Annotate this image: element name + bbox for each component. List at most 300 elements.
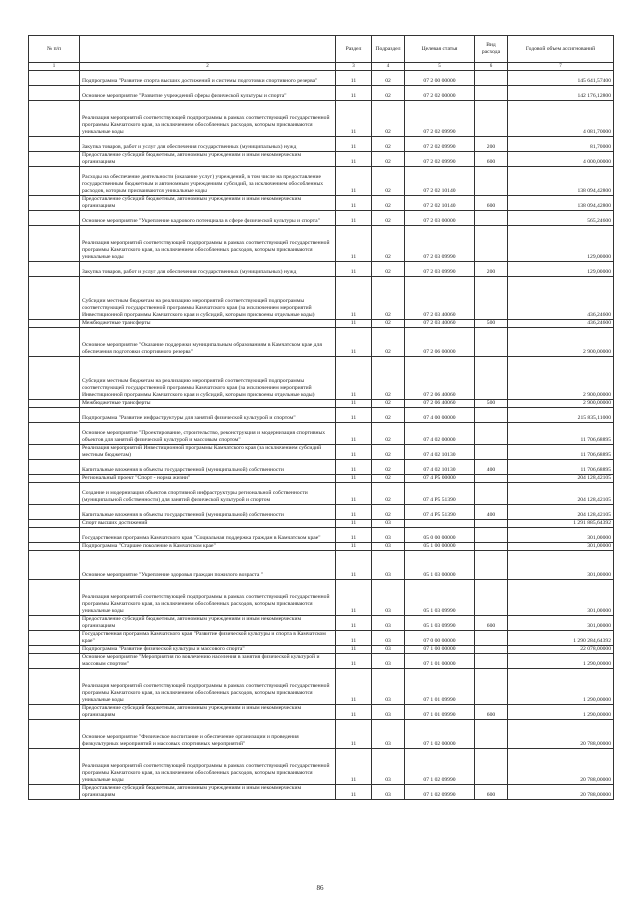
row-amount-cell: 301,00000: [508, 528, 614, 543]
row-name-cell: Государственная программа Камчатского края "Развитие физической культуры и спорта в Камчатском крае": [80, 631, 336, 646]
row-subsection-cell: 02: [372, 211, 405, 226]
row-amount-cell: 4 081,70000: [508, 101, 614, 137]
col-header-target-article: Целевая статья: [405, 36, 475, 63]
row-subsection-cell: 03: [372, 705, 405, 720]
row-number-cell: [29, 520, 80, 528]
row-subsection-cell: 03: [372, 616, 405, 631]
row-name-cell: Межбюджетные трансферты: [80, 400, 336, 408]
row-number-cell: [29, 705, 80, 720]
col-header-annual-amount: Годовой объем ассигнований: [508, 36, 614, 63]
row-number-cell: [29, 654, 80, 669]
row-target-article-cell: 07 4 P5 00000: [405, 475, 475, 483]
row-section-cell: 11: [336, 460, 372, 475]
table-row: [29, 408, 614, 423]
row-expense-type-cell: 200: [475, 137, 508, 152]
row-section-cell: 11: [336, 211, 372, 226]
table-row: [29, 86, 614, 101]
row-expense-type-cell: [475, 86, 508, 101]
row-amount-cell: 11 706,68895: [508, 460, 614, 475]
row-subsection-cell: 02: [372, 423, 405, 445]
row-number-cell: [29, 71, 80, 86]
row-section-cell: 11: [336, 483, 372, 505]
row-expense-type-cell: [475, 669, 508, 705]
row-number-cell: [29, 528, 80, 543]
row-expense-type-cell: [475, 226, 508, 262]
row-target-article-cell: 07 2 03 40060: [405, 277, 475, 320]
row-section-cell: 11: [336, 646, 372, 654]
row-number-cell: [29, 137, 80, 152]
row-section-cell: 11: [336, 86, 372, 101]
row-target-article-cell: 07 2 02 09990: [405, 137, 475, 152]
row-name-cell: Межбюджетные трансферты: [80, 320, 336, 328]
row-amount-cell: 142 176,12800: [508, 86, 614, 101]
row-target-article-cell: 07 4 P5 51390: [405, 483, 475, 505]
row-subsection-cell: 03: [372, 520, 405, 528]
row-section-cell: 11: [336, 720, 372, 749]
row-name-cell: Основное мероприятие "Развитие учреждений сферы физической культуры и спорта": [80, 86, 336, 101]
row-section-cell: 11: [336, 357, 372, 400]
table-row: [29, 277, 614, 320]
row-target-article-cell: 07 2 06 40060: [405, 400, 475, 408]
row-section-cell: 11: [336, 654, 372, 669]
row-section-cell: 11: [336, 705, 372, 720]
row-section-cell: 11: [336, 400, 372, 408]
col-index-6: 6: [475, 63, 508, 71]
row-section-cell: 11: [336, 616, 372, 631]
row-subsection-cell: 03: [372, 580, 405, 616]
table-row: [29, 580, 614, 616]
row-target-article-cell: 07 2 02 09990: [405, 152, 475, 167]
col-index-3: 3: [336, 63, 372, 71]
row-expense-type-cell: 600: [475, 196, 508, 211]
row-expense-type-cell: [475, 654, 508, 669]
row-target-article-cell: 07 0 00 00000: [405, 631, 475, 646]
row-section-cell: 11: [336, 167, 372, 196]
row-expense-type-cell: [475, 101, 508, 137]
row-expense-type-cell: [475, 328, 508, 357]
row-section-cell: 11: [336, 580, 372, 616]
row-amount-cell: 204 128,42105: [508, 483, 614, 505]
row-target-article-cell: 07 4 02 00000: [405, 423, 475, 445]
table-row: [29, 137, 614, 152]
row-subsection-cell: 02: [372, 71, 405, 86]
table-row: [29, 785, 614, 800]
row-section-cell: 11: [336, 408, 372, 423]
row-subsection-cell: 02: [372, 475, 405, 483]
table-row: [29, 528, 614, 543]
row-section-cell: 11: [336, 520, 372, 528]
row-section-cell: 11: [336, 152, 372, 167]
row-subsection-cell: 02: [372, 101, 405, 137]
row-number-cell: [29, 720, 80, 749]
row-amount-cell: 436,24600: [508, 277, 614, 320]
row-section-cell: 11: [336, 226, 372, 262]
row-amount-cell: 436,24600: [508, 320, 614, 328]
row-amount-cell: 301,00000: [508, 551, 614, 580]
row-subsection-cell: 03: [372, 720, 405, 749]
row-subsection-cell: 03: [372, 646, 405, 654]
row-number-cell: [29, 460, 80, 475]
row-number-cell: [29, 646, 80, 654]
row-amount-cell: 1 290 284,64392: [508, 631, 614, 646]
col-index-7: 7: [508, 63, 614, 71]
row-amount-cell: 215 835,11000: [508, 408, 614, 423]
row-target-article-cell: 07 4 P5 51390: [405, 505, 475, 520]
row-subsection-cell: 02: [372, 400, 405, 408]
row-subsection-cell: 02: [372, 460, 405, 475]
row-target-article-cell: 07 2 03 09990: [405, 226, 475, 262]
row-section-cell: 11: [336, 101, 372, 137]
row-amount-cell: 22 078,00000: [508, 646, 614, 654]
row-amount-cell: 138 094,42800: [508, 167, 614, 196]
row-section-cell: 11: [336, 475, 372, 483]
table-index-row: [29, 63, 614, 71]
table-row: [29, 196, 614, 211]
row-name-cell: Подпрограмма "Развитие спорта высших достижений и системы подготовки спортивного резерва": [80, 71, 336, 86]
row-number-cell: [29, 400, 80, 408]
table-row: [29, 520, 614, 528]
row-amount-cell: 2 900,00000: [508, 400, 614, 408]
row-name-cell: Реализация мероприятий соответствующей подпрограммы в рамках соответствующей государственной программы Камчатского края, за исключением обособленных расходов, которым присваиваются уникальные коды: [80, 101, 336, 137]
table-row: [29, 705, 614, 720]
row-amount-cell: 81,70000: [508, 137, 614, 152]
table-row: [29, 749, 614, 785]
row-target-article-cell: 07 2 00 00000: [405, 71, 475, 86]
row-amount-cell: 4 000,00000: [508, 152, 614, 167]
row-section-cell: 11: [336, 262, 372, 277]
row-target-article-cell: 07 1 02 09990: [405, 785, 475, 800]
row-amount-cell: 1 290,00000: [508, 654, 614, 669]
row-number-cell: [29, 211, 80, 226]
row-amount-cell: 1 290,00000: [508, 669, 614, 705]
row-subsection-cell: 03: [372, 543, 405, 551]
row-expense-type-cell: [475, 520, 508, 528]
row-subsection-cell: 02: [372, 505, 405, 520]
row-target-article-cell: 07 4 00 00000: [405, 408, 475, 423]
row-amount-cell: 11 706,68895: [508, 423, 614, 445]
row-target-article-cell: 05 1 03 09990: [405, 616, 475, 631]
row-section-cell: 11: [336, 505, 372, 520]
row-expense-type-cell: [475, 167, 508, 196]
row-name-cell: Спорт высших достижений: [80, 520, 336, 528]
row-target-article-cell: 07 1 02 09990: [405, 749, 475, 785]
row-number-cell: [29, 475, 80, 483]
row-subsection-cell: 02: [372, 262, 405, 277]
row-number-cell: [29, 749, 80, 785]
row-name-cell: Предоставление субсидий бюджетным, автономным учреждениям и иным некоммерческим организациям: [80, 705, 336, 720]
table-row: [29, 654, 614, 669]
row-target-article-cell: 07 4 02 10130: [405, 460, 475, 475]
row-expense-type-cell: 600: [475, 705, 508, 720]
row-expense-type-cell: 500: [475, 320, 508, 328]
col-header-name: [80, 36, 336, 63]
table-row: [29, 669, 614, 705]
row-amount-cell: 565,24600: [508, 211, 614, 226]
row-subsection-cell: 03: [372, 654, 405, 669]
table-row: [29, 483, 614, 505]
row-expense-type-cell: [475, 720, 508, 749]
row-amount-cell: 20 788,00000: [508, 749, 614, 785]
row-section-cell: 11: [336, 423, 372, 445]
row-amount-cell: 2 900,00000: [508, 357, 614, 400]
col-header-number: № п/п: [29, 36, 80, 63]
row-name-cell: Расходы на обеспечение деятельности (оказание услуг) учреждений, в том числе на предоставление государственным бюджетным и автономным учреждениям субсидий, за исключением обособленных расходов, которым присваиваются уникальные коды: [80, 167, 336, 196]
row-section-cell: 11: [336, 137, 372, 152]
row-target-article-cell: 05 1 00 00000: [405, 543, 475, 551]
row-number-cell: [29, 543, 80, 551]
col-index-1: 1: [29, 63, 80, 71]
table-row: [29, 551, 614, 580]
row-number-cell: [29, 262, 80, 277]
table-row: [29, 226, 614, 262]
table-row: [29, 262, 614, 277]
row-name-cell: Субсидии местным бюджетам на реализацию мероприятий соответствующей подпрограммы соответствующей государственной программы Камчатского края (за исключением мероприятий Инвестиционной программы Камчатского края и субсидий, которым присвоены отдельные коды): [80, 277, 336, 320]
row-section-cell: 11: [336, 528, 372, 543]
row-section-cell: 11: [336, 631, 372, 646]
row-expense-type-cell: [475, 211, 508, 226]
table-row: [29, 475, 614, 483]
row-target-article-cell: 07 2 06 00000: [405, 328, 475, 357]
row-amount-cell: 301,00000: [508, 543, 614, 551]
row-name-cell: Реализация мероприятий соответствующей подпрограммы в рамках соответствующей государственной программы Камчатского края, за исключением обособленных расходов, которым присваиваются уникальные коды: [80, 580, 336, 616]
row-expense-type-cell: 600: [475, 152, 508, 167]
row-expense-type-cell: [475, 423, 508, 445]
row-target-article-cell: 07 2 02 10140: [405, 167, 475, 196]
row-amount-cell: 1 291 885,64392: [508, 520, 614, 528]
row-section-cell: 11: [336, 543, 372, 551]
row-target-article-cell: 07 2 03 40060: [405, 320, 475, 328]
row-name-cell: Создание и модернизация объектов спортивной инфраструктуры региональной собственности (муниципальной собственности) для занятий физической культурой и спортом: [80, 483, 336, 505]
budget-table: [28, 35, 614, 800]
row-section-cell: 11: [336, 71, 372, 86]
row-expense-type-cell: [475, 631, 508, 646]
row-target-article-cell: 07 1 01 00000: [405, 654, 475, 669]
row-section-cell: 11: [336, 785, 372, 800]
table-body: [29, 71, 614, 800]
row-number-cell: [29, 196, 80, 211]
row-number-cell: [29, 226, 80, 262]
row-name-cell: Реализация мероприятий соответствующей подпрограммы в рамках соответствующей государственной программы Камчатского края, за исключением обособленных расходов, которым присваиваются уникальные коды: [80, 669, 336, 705]
row-number-cell: [29, 320, 80, 328]
row-target-article-cell: 07 1 02 00000: [405, 720, 475, 749]
row-number-cell: [29, 616, 80, 631]
row-expense-type-cell: [475, 357, 508, 400]
col-index-2: 2: [80, 63, 336, 71]
row-number-cell: [29, 152, 80, 167]
row-number-cell: [29, 551, 80, 580]
row-subsection-cell: 03: [372, 631, 405, 646]
row-target-article-cell: 07 2 03 00000: [405, 211, 475, 226]
row-number-cell: [29, 101, 80, 137]
row-section-cell: 11: [336, 445, 372, 460]
table-row: [29, 720, 614, 749]
row-subsection-cell: 02: [372, 167, 405, 196]
row-name-cell: Основное мероприятие "Физическое воспитание и обеспечение организации и проведения физкультурных мероприятий и массовых спортивных мероприятий": [80, 720, 336, 749]
row-expense-type-cell: [475, 551, 508, 580]
table-header-row: [29, 36, 614, 63]
row-expense-type-cell: [475, 483, 508, 505]
row-amount-cell: 301,00000: [508, 616, 614, 631]
row-subsection-cell: 03: [372, 669, 405, 705]
row-subsection-cell: 03: [372, 785, 405, 800]
row-subsection-cell: 02: [372, 196, 405, 211]
row-name-cell: Реализация мероприятий соответствующей подпрограммы в рамках соответствующей государственной программы Камчатского края, за исключением обособленных расходов, которым присваиваются уникальные коды: [80, 749, 336, 785]
table-row: [29, 101, 614, 137]
row-subsection-cell: 02: [372, 226, 405, 262]
row-target-article-cell: 07 1 01 09990: [405, 669, 475, 705]
table-row: [29, 211, 614, 226]
row-subsection-cell: 03: [372, 551, 405, 580]
row-target-article-cell: 07 1 00 00000: [405, 646, 475, 654]
row-subsection-cell: 02: [372, 86, 405, 101]
row-number-cell: [29, 669, 80, 705]
row-amount-cell: 129,00000: [508, 226, 614, 262]
row-expense-type-cell: 400: [475, 505, 508, 520]
table-row: [29, 320, 614, 328]
col-index-4: 4: [372, 63, 405, 71]
table-row: [29, 445, 614, 460]
row-target-article-cell: 05 1 03 09990: [405, 580, 475, 616]
table-row: [29, 543, 614, 551]
row-target-article-cell: [405, 520, 475, 528]
row-subsection-cell: 02: [372, 320, 405, 328]
row-expense-type-cell: 500: [475, 400, 508, 408]
row-number-cell: [29, 483, 80, 505]
row-name-cell: Реализация мероприятий Инвестиционной программы Камчатского края (за исключением субсидий местным бюджетам): [80, 445, 336, 460]
row-target-article-cell: 07 4 02 10130: [405, 445, 475, 460]
table-row: [29, 328, 614, 357]
table-row: [29, 460, 614, 475]
table-row: [29, 152, 614, 167]
row-name-cell: Государственная программа Камчатского края "Социальная поддержка граждан в Камчатском крае": [80, 528, 336, 543]
row-name-cell: Реализация мероприятий соответствующей подпрограммы в рамках соответствующей государственной программы Камчатского края, за исключением обособленных расходов, которым присваиваются уникальные коды: [80, 226, 336, 262]
row-section-cell: 11: [336, 328, 372, 357]
row-name-cell: Основное мероприятие "Мероприятия по вовлечению населения в занятия физической культурой и массовым спортом": [80, 654, 336, 669]
row-section-cell: 11: [336, 196, 372, 211]
row-name-cell: Субсидии местным бюджетам на реализацию мероприятий соответствующей подпрограммы соответствующей государственной программы Камчатского края (за исключением мероприятий Инвестиционной программы Камчатского края и субсидий, которым присвоены отдельные коды): [80, 357, 336, 400]
table-row: [29, 423, 614, 445]
row-name-cell: Предоставление субсидий бюджетным, автономным учреждениям и иным некоммерческим организациям: [80, 616, 336, 631]
row-target-article-cell: 05 1 03 00000: [405, 551, 475, 580]
table-row: [29, 357, 614, 400]
row-subsection-cell: 02: [372, 152, 405, 167]
row-section-cell: 11: [336, 669, 372, 705]
table-row: [29, 400, 614, 408]
col-header-expense-type: Вид расхода: [475, 36, 508, 63]
row-subsection-cell: 02: [372, 137, 405, 152]
row-name-cell: Основное мероприятие "Оказание поддержки муниципальным образованиям в Камчатском крае для обеспечения подготовки спортивного резерва": [80, 328, 336, 357]
row-expense-type-cell: 600: [475, 616, 508, 631]
row-name-cell: Капитальные вложения в объекты государственной (муниципальной) собственности: [80, 505, 336, 520]
row-name-cell: Предоставление субсидий бюджетным, автономным учреждениям и иным некоммерческим организациям: [80, 196, 336, 211]
row-target-article-cell: 07 2 03 09990: [405, 262, 475, 277]
row-name-cell: Предоставление субсидий бюджетным, автономным учреждениям и иным некоммерческим организациям: [80, 152, 336, 167]
row-target-article-cell: 07 2 02 09990: [405, 101, 475, 137]
table-row: [29, 616, 614, 631]
row-target-article-cell: 07 2 02 10140: [405, 196, 475, 211]
row-amount-cell: 2 900,00000: [508, 328, 614, 357]
col-header-subsection: Подраздел: [372, 36, 405, 63]
row-section-cell: 11: [336, 749, 372, 785]
table-row: [29, 646, 614, 654]
row-number-cell: [29, 785, 80, 800]
row-target-article-cell: 07 2 06 40060: [405, 357, 475, 400]
row-amount-cell: 1 290,00000: [508, 705, 614, 720]
row-name-cell: Основное мероприятие "Укрепление здоровья граждан пожилого возраста ": [80, 551, 336, 580]
row-number-cell: [29, 277, 80, 320]
row-subsection-cell: 02: [372, 408, 405, 423]
row-target-article-cell: 07 2 02 00000: [405, 86, 475, 101]
row-section-cell: 11: [336, 551, 372, 580]
row-expense-type-cell: 200: [475, 262, 508, 277]
row-expense-type-cell: [475, 408, 508, 423]
col-index-5: 5: [405, 63, 475, 71]
row-name-cell: Региональный проект "Спорт - норма жизни": [80, 475, 336, 483]
row-number-cell: [29, 631, 80, 646]
row-number-cell: [29, 86, 80, 101]
row-number-cell: [29, 357, 80, 400]
row-expense-type-cell: [475, 646, 508, 654]
row-amount-cell: 204 128,42105: [508, 505, 614, 520]
row-name-cell: Подпрограмма "Старшее поколение в Камчатском крае": [80, 543, 336, 551]
row-name-cell: Закупка товаров, работ и услуг для обеспечения государственных (муниципальных) нужд: [80, 137, 336, 152]
row-amount-cell: 301,00000: [508, 580, 614, 616]
row-amount-cell: 20 788,00000: [508, 720, 614, 749]
row-expense-type-cell: [475, 580, 508, 616]
row-subsection-cell: 03: [372, 749, 405, 785]
row-subsection-cell: 02: [372, 357, 405, 400]
row-expense-type-cell: [475, 749, 508, 785]
row-target-article-cell: 05 0 00 00000: [405, 528, 475, 543]
row-name-cell: Основное мероприятие "Проектирование, строительство, реконструкция и модернизация спортивных объектов для занятий физической культурой и массовым спортом": [80, 423, 336, 445]
row-number-cell: [29, 445, 80, 460]
row-expense-type-cell: [475, 277, 508, 320]
table-row: [29, 71, 614, 86]
row-expense-type-cell: 600: [475, 785, 508, 800]
row-amount-cell: 129,00000: [508, 262, 614, 277]
row-expense-type-cell: [475, 445, 508, 460]
row-amount-cell: 204 128,42105: [508, 475, 614, 483]
table-row: [29, 505, 614, 520]
row-name-cell: Закупка товаров, работ и услуг для обеспечения государственных (муниципальных) нужд: [80, 262, 336, 277]
row-name-cell: Подпрограмма "Развитие инфраструктуры для занятий физической культурой и спортом": [80, 408, 336, 423]
row-expense-type-cell: [475, 475, 508, 483]
row-number-cell: [29, 328, 80, 357]
row-name-cell: Подпрограмма "Развитие физической культуры и массового спорта": [80, 646, 336, 654]
page-number: 86: [316, 884, 324, 892]
row-expense-type-cell: 400: [475, 460, 508, 475]
row-amount-cell: 20 788,00000: [508, 785, 614, 800]
row-number-cell: [29, 505, 80, 520]
row-amount-cell: 11 706,68895: [508, 445, 614, 460]
table-row: [29, 631, 614, 646]
row-subsection-cell: 02: [372, 328, 405, 357]
row-number-cell: [29, 423, 80, 445]
row-subsection-cell: 02: [372, 445, 405, 460]
row-name-cell: Капитальные вложения в объекты государственной (муниципальной) собственности: [80, 460, 336, 475]
row-subsection-cell: 03: [372, 528, 405, 543]
row-number-cell: [29, 167, 80, 196]
col-header-section: Раздел: [336, 36, 372, 63]
row-expense-type-cell: [475, 543, 508, 551]
row-amount-cell: 138 094,42800: [508, 196, 614, 211]
row-name-cell: Основное мероприятие "Укрепление кадрового потенциала в сфере физической культуры и спорта": [80, 211, 336, 226]
budget-document: [28, 35, 613, 800]
table-row: [29, 167, 614, 196]
row-number-cell: [29, 408, 80, 423]
row-subsection-cell: 02: [372, 277, 405, 320]
row-section-cell: 11: [336, 320, 372, 328]
